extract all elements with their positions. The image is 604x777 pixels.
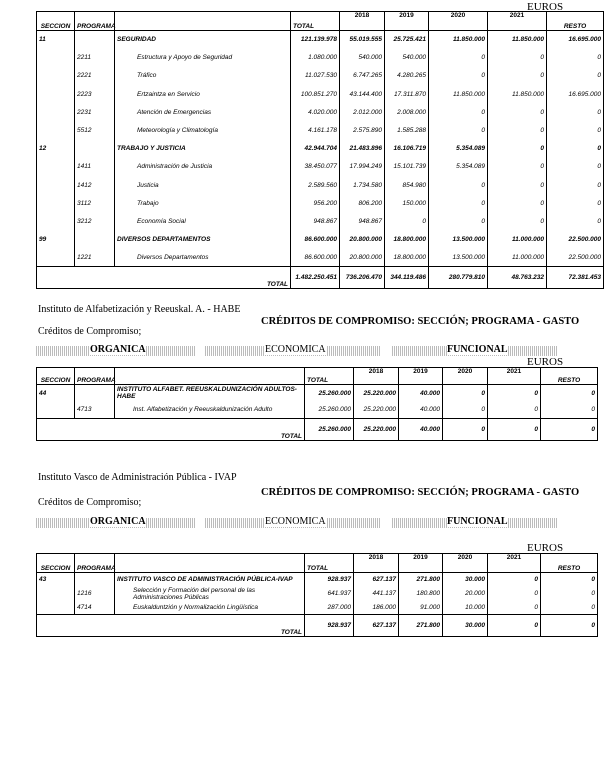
resto-cell: 0 bbox=[547, 49, 604, 67]
y2020-cell: 11.850.000 bbox=[429, 31, 488, 49]
y2019-cell: 40.000 bbox=[399, 385, 443, 402]
y2020-cell: 0 bbox=[443, 402, 488, 419]
programa-cell: 2221 bbox=[75, 67, 115, 85]
resto-cell: 0 bbox=[547, 67, 604, 85]
y2019-cell: 25.725.421 bbox=[385, 31, 429, 49]
y2019-cell: 2.008.000 bbox=[385, 103, 429, 121]
description-cell: Atención de Emergencias bbox=[115, 103, 291, 121]
description-cell: Selección y Formación del personal de las Administraciones Públicas bbox=[115, 587, 305, 601]
y2021-cell: 0 bbox=[488, 212, 547, 230]
y2021-cell: 11.850.000 bbox=[488, 31, 547, 49]
category-economica: ECONOMICA bbox=[265, 344, 326, 355]
resto-cell: 0 bbox=[547, 176, 604, 194]
program-row bbox=[37, 601, 598, 615]
y2019-cell: 0 bbox=[385, 212, 429, 230]
seccion-cell bbox=[37, 601, 75, 615]
y2018-cell: 2.575.890 bbox=[340, 121, 385, 139]
seccion-cell: 99 bbox=[37, 231, 75, 249]
header-2018: 2018 bbox=[340, 12, 385, 31]
y2021-cell: 0 bbox=[488, 140, 547, 158]
total-y2021-cell: 0 bbox=[488, 615, 541, 637]
resto-cell: 0 bbox=[547, 140, 604, 158]
total-y2019-cell: 344.119.486 bbox=[385, 267, 429, 289]
description-cell: Euskalduntzión y Normalización Lingüística bbox=[115, 601, 305, 615]
y2019-cell: 540.000 bbox=[385, 49, 429, 67]
section-row bbox=[37, 31, 604, 49]
resto-cell: 0 bbox=[547, 121, 604, 139]
header-programa: PROGRAMA bbox=[75, 12, 115, 31]
description-cell: Tráfico bbox=[115, 67, 291, 85]
y2019-cell: 18.800.000 bbox=[385, 249, 429, 267]
programa-cell: 2231 bbox=[75, 103, 115, 121]
y2018-cell: 25.220.000 bbox=[354, 385, 399, 402]
program-row bbox=[37, 158, 604, 176]
program-row bbox=[37, 212, 604, 230]
total-cell: 2.589.560 bbox=[291, 176, 340, 194]
total-y2018-cell: 25.220.000 bbox=[354, 419, 399, 441]
y2021-cell: 0 bbox=[488, 158, 547, 176]
entity-name-habe: Instituto de Alfabetización y Reeuskal. A. - HABE bbox=[38, 304, 241, 315]
y2018-cell: 43.144.400 bbox=[340, 85, 385, 103]
seccion-cell bbox=[37, 249, 75, 267]
y2018-cell: 20.800.000 bbox=[340, 231, 385, 249]
y2020-cell: 30.000 bbox=[443, 573, 488, 587]
totals-row bbox=[37, 419, 598, 441]
total-cell: 100.851.270 bbox=[291, 85, 340, 103]
seccion-cell: 11 bbox=[37, 31, 75, 49]
y2018-cell: 20.800.000 bbox=[340, 249, 385, 267]
programa-cell: 3212 bbox=[75, 212, 115, 230]
total-cell: 948.867 bbox=[291, 212, 340, 230]
y2019-cell: 40.000 bbox=[399, 402, 443, 419]
y2019-cell: 271.800 bbox=[399, 573, 443, 587]
y2021-cell: 0 bbox=[488, 402, 541, 419]
total-y2018-cell: 627.137 bbox=[354, 615, 399, 637]
y2018-cell: 186.000 bbox=[354, 601, 399, 615]
program-row bbox=[37, 85, 604, 103]
total-resto-cell: 72.381.453 bbox=[547, 267, 604, 289]
y2021-cell: 0 bbox=[488, 67, 547, 85]
y2020-cell: 0 bbox=[443, 385, 488, 402]
resto-cell: 0 bbox=[541, 402, 598, 419]
total-cell: 38.450.077 bbox=[291, 158, 340, 176]
resto-cell: 0 bbox=[547, 212, 604, 230]
programa-cell bbox=[75, 385, 115, 402]
resto-cell: 0 bbox=[541, 587, 598, 601]
description-cell: Economía Social bbox=[115, 212, 291, 230]
programa-cell bbox=[75, 573, 115, 587]
total-cell: 11.027.530 bbox=[291, 67, 340, 85]
total-cell: 86.600.000 bbox=[291, 231, 340, 249]
programa-cell: 1216 bbox=[75, 587, 115, 601]
y2021-cell: 0 bbox=[488, 194, 547, 212]
program-row bbox=[37, 121, 604, 139]
resto-cell: 0 bbox=[541, 601, 598, 615]
description-cell: Administración de Justicia bbox=[115, 158, 291, 176]
description-cell: TRABAJO Y JUSTICIA bbox=[115, 140, 291, 158]
seccion-cell bbox=[37, 194, 75, 212]
y2018-cell: 806.200 bbox=[340, 194, 385, 212]
y2020-cell: 0 bbox=[429, 121, 488, 139]
description-cell: Ertzaintza en Servicio bbox=[115, 85, 291, 103]
seccion-cell bbox=[37, 103, 75, 121]
total-cell: 928.937 bbox=[305, 573, 354, 587]
seccion-cell bbox=[37, 587, 75, 601]
y2018-cell: 948.867 bbox=[340, 212, 385, 230]
currency-label: EUROS bbox=[527, 1, 564, 13]
seccion-cell bbox=[37, 212, 75, 230]
y2020-cell: 0 bbox=[429, 49, 488, 67]
total-y2019-cell: 40.000 bbox=[399, 419, 443, 441]
total-label: TOTAL bbox=[37, 615, 305, 637]
total-cell: 121.139.978 bbox=[291, 31, 340, 49]
category-organica: ORGANICA bbox=[90, 344, 146, 355]
programa-cell: 3112 bbox=[75, 194, 115, 212]
total-label: TOTAL bbox=[37, 419, 305, 441]
totals-row bbox=[37, 267, 604, 289]
y2020-cell: 0 bbox=[429, 212, 488, 230]
total-y2021-cell: 0 bbox=[488, 419, 541, 441]
total-cell: 4.161.178 bbox=[291, 121, 340, 139]
header-2020: 2020 bbox=[429, 12, 488, 31]
category-organica-ivap: ORGANICA bbox=[90, 516, 146, 527]
entity-name-ivap: Instituto Vasco de Administración Pública - IVAP bbox=[38, 472, 237, 483]
programa-cell: 4714 bbox=[75, 601, 115, 615]
currency-label-ivap: EUROS bbox=[527, 542, 564, 554]
total-total-cell: 25.260.000 bbox=[305, 419, 354, 441]
y2018-cell: 6.747.265 bbox=[340, 67, 385, 85]
resto-cell: 22.500.000 bbox=[547, 249, 604, 267]
description-cell: Estructura y Apoyo de Seguridad bbox=[115, 49, 291, 67]
programa-cell: 1411 bbox=[75, 158, 115, 176]
y2020-cell: 11.850.000 bbox=[429, 85, 488, 103]
seccion-cell bbox=[37, 158, 75, 176]
total-y2020-cell: 280.779.810 bbox=[429, 267, 488, 289]
commitments-table-main bbox=[36, 11, 604, 289]
y2019-cell: 180.800 bbox=[399, 587, 443, 601]
y2021-cell: 0 bbox=[488, 601, 541, 615]
y2021-cell: 0 bbox=[488, 587, 541, 601]
total-cell: 641.937 bbox=[305, 587, 354, 601]
section-row bbox=[37, 140, 604, 158]
section-row bbox=[37, 385, 598, 402]
seccion-cell bbox=[37, 85, 75, 103]
total-cell: 42.944.704 bbox=[291, 140, 340, 158]
y2021-cell: 0 bbox=[488, 573, 541, 587]
resto-cell: 0 bbox=[541, 573, 598, 587]
y2021-cell: 0 bbox=[488, 176, 547, 194]
y2021-cell: 11.000.000 bbox=[488, 249, 547, 267]
header-seccion: SECCION bbox=[37, 12, 75, 31]
seccion-cell: 44 bbox=[37, 385, 75, 402]
y2021-cell: 0 bbox=[488, 121, 547, 139]
y2020-cell: 10.000 bbox=[443, 601, 488, 615]
y2020-cell: 13.500.000 bbox=[429, 249, 488, 267]
resto-cell: 0 bbox=[547, 158, 604, 176]
programa-cell bbox=[75, 31, 115, 49]
header-2019: 2019 bbox=[385, 12, 429, 31]
program-row bbox=[37, 194, 604, 212]
total-cell: 86.600.000 bbox=[291, 249, 340, 267]
y2019-cell: 150.000 bbox=[385, 194, 429, 212]
y2019-cell: 15.101.739 bbox=[385, 158, 429, 176]
description-cell: Diversos Departamentos bbox=[115, 249, 291, 267]
header-2021: 2021 bbox=[488, 12, 547, 31]
header-resto: RESTO bbox=[547, 12, 604, 31]
commitments-table-ivap: SECCION PROGRAMA TOTAL 2018 2019 2020 2021 RESTO 43 INSTITUTO VASCO DE ADMINISTRACIÓN PÚBLICA-IVAP 928.937 627.137 271.800 30.000 0 0 1216 Selección y Formación del personal de las Administraciones Públicas 641.937 441.137 180.800 20.000 0 0 4714 Euskalduntzión y Normalización Lingüística 287.000 186.000 91.000 10.000 0 0 TOTAL 928.937 627.137 271.800 30.000 0 0 bbox=[36, 553, 598, 637]
programa-cell: 1412 bbox=[75, 176, 115, 194]
description-cell: INSTITUTO VASCO DE ADMINISTRACIÓN PÚBLICA-IVAP bbox=[115, 573, 305, 587]
description-cell: Trabajo bbox=[115, 194, 291, 212]
seccion-cell bbox=[37, 402, 75, 419]
total-total-cell: 1.482.250.451 bbox=[291, 267, 340, 289]
section-title-ivap: CRÉDITOS DE COMPROMISO: SECCIÓN; PROGRAMA - GASTO bbox=[261, 487, 580, 498]
program-row bbox=[37, 67, 604, 85]
resto-cell: 0 bbox=[547, 194, 604, 212]
y2018-cell: 1.734.580 bbox=[340, 176, 385, 194]
y2019-cell: 854.980 bbox=[385, 176, 429, 194]
category-funcional: FUNCIONAL bbox=[447, 344, 508, 355]
y2020-cell: 0 bbox=[429, 176, 488, 194]
y2020-cell: 5.354.089 bbox=[429, 140, 488, 158]
y2020-cell: 20.000 bbox=[443, 587, 488, 601]
total-total-cell: 928.937 bbox=[305, 615, 354, 637]
programa-cell: 4713 bbox=[75, 402, 115, 419]
program-row bbox=[37, 402, 598, 419]
resto-cell: 16.695.000 bbox=[547, 85, 604, 103]
y2021-cell: 0 bbox=[488, 103, 547, 121]
commitments-table-habe: SECCION PROGRAMA TOTAL 2018 2019 2020 2021 RESTO 44 INSTITUTO ALFABET. REEUSKALDUNIZACIÓN ADULTOS-HABE 25.260.000 25.220.000 40.000 0 0 0 4713 Inst. Alfabetización y Reeuskaldunización Adulto 25.260.000 25.220.000 40.000 0 0 0 TOTAL 25.260.000 25.220.000 40.000 0 0 0 bbox=[36, 367, 598, 441]
credits-label-habe: Créditos de Compromiso; bbox=[38, 326, 142, 337]
total-resto-cell: 0 bbox=[541, 615, 598, 637]
total-cell: 25.260.000 bbox=[305, 385, 354, 402]
y2019-cell: 18.800.000 bbox=[385, 231, 429, 249]
category-funcional-ivap: FUNCIONAL bbox=[447, 516, 508, 527]
programa-cell: 5512 bbox=[75, 121, 115, 139]
programa-cell: 2223 bbox=[75, 85, 115, 103]
y2018-cell: 55.019.555 bbox=[340, 31, 385, 49]
description-cell: SEGURIDAD bbox=[115, 31, 291, 49]
resto-cell: 16.695.000 bbox=[547, 31, 604, 49]
y2020-cell: 0 bbox=[429, 67, 488, 85]
programa-cell bbox=[75, 140, 115, 158]
y2018-cell: 25.220.000 bbox=[354, 402, 399, 419]
y2020-cell: 0 bbox=[429, 194, 488, 212]
description-cell: Justicia bbox=[115, 176, 291, 194]
total-y2020-cell: 0 bbox=[443, 419, 488, 441]
y2019-cell: 4.280.265 bbox=[385, 67, 429, 85]
seccion-cell bbox=[37, 49, 75, 67]
y2020-cell: 13.500.000 bbox=[429, 231, 488, 249]
y2019-cell: 1.585.288 bbox=[385, 121, 429, 139]
y2021-cell: 0 bbox=[488, 49, 547, 67]
total-cell: 287.000 bbox=[305, 601, 354, 615]
y2021-cell: 11.850.000 bbox=[488, 85, 547, 103]
y2018-cell: 21.483.896 bbox=[340, 140, 385, 158]
program-row bbox=[37, 249, 604, 267]
seccion-cell bbox=[37, 176, 75, 194]
description-cell: DIVERSOS DEPARTAMENTOS bbox=[115, 231, 291, 249]
program-row bbox=[37, 49, 604, 67]
description-cell: Meteorología y Climatología bbox=[115, 121, 291, 139]
section-title-habe: CRÉDITOS DE COMPROMISO: SECCIÓN; PROGRAMA - GASTO bbox=[261, 316, 580, 327]
resto-cell: 22.500.000 bbox=[547, 231, 604, 249]
y2018-cell: 17.994.249 bbox=[340, 158, 385, 176]
total-resto-cell: 0 bbox=[541, 419, 598, 441]
totals-row bbox=[37, 615, 598, 637]
section-row bbox=[37, 573, 598, 587]
program-row bbox=[37, 176, 604, 194]
y2018-cell: 540.000 bbox=[340, 49, 385, 67]
program-row bbox=[37, 103, 604, 121]
y2019-cell: 17.311.870 bbox=[385, 85, 429, 103]
total-y2019-cell: 271.800 bbox=[399, 615, 443, 637]
resto-cell: 0 bbox=[547, 103, 604, 121]
y2018-cell: 441.137 bbox=[354, 587, 399, 601]
total-y2018-cell: 736.206.470 bbox=[340, 267, 385, 289]
seccion-cell: 12 bbox=[37, 140, 75, 158]
y2018-cell: 2.012.000 bbox=[340, 103, 385, 121]
total-y2020-cell: 30.000 bbox=[443, 615, 488, 637]
y2019-cell: 16.106.719 bbox=[385, 140, 429, 158]
total-y2021-cell: 48.763.232 bbox=[488, 267, 547, 289]
total-cell: 4.020.000 bbox=[291, 103, 340, 121]
resto-cell: 0 bbox=[541, 385, 598, 402]
seccion-cell bbox=[37, 67, 75, 85]
currency-label-habe: EUROS bbox=[527, 356, 564, 368]
total-label: TOTAL bbox=[37, 267, 291, 289]
programa-cell: 2211 bbox=[75, 49, 115, 67]
credits-label-ivap: Créditos de Compromiso; bbox=[38, 497, 142, 508]
programa-cell bbox=[75, 231, 115, 249]
description-cell: Inst. Alfabetización y Reeuskaldunización Adulto bbox=[115, 402, 305, 419]
seccion-cell bbox=[37, 121, 75, 139]
description-cell: INSTITUTO ALFABET. REEUSKALDUNIZACIÓN ADULTOS-HABE bbox=[115, 385, 305, 402]
y2021-cell: 0 bbox=[488, 385, 541, 402]
y2019-cell: 91.000 bbox=[399, 601, 443, 615]
header-total: TOTAL bbox=[291, 12, 340, 31]
y2020-cell: 5.354.089 bbox=[429, 158, 488, 176]
total-cell: 956.200 bbox=[291, 194, 340, 212]
program-row bbox=[37, 587, 598, 601]
y2018-cell: 627.137 bbox=[354, 573, 399, 587]
programa-cell: 1221 bbox=[75, 249, 115, 267]
total-cell: 1.080.000 bbox=[291, 49, 340, 67]
category-economica-ivap: ECONOMICA bbox=[265, 516, 326, 527]
y2020-cell: 0 bbox=[429, 103, 488, 121]
seccion-cell: 43 bbox=[37, 573, 75, 587]
y2021-cell: 11.000.000 bbox=[488, 231, 547, 249]
section-row bbox=[37, 231, 604, 249]
total-cell: 25.260.000 bbox=[305, 402, 354, 419]
